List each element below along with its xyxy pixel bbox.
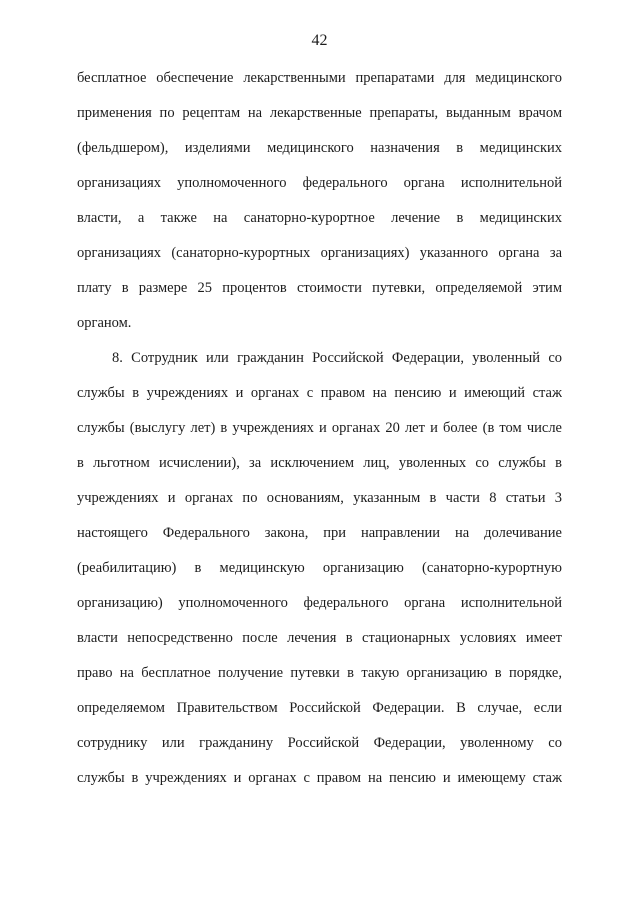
- text-line: определяемом Правительством Российской Федерации. В случае, если: [77, 700, 562, 716]
- text-line: настоящего Федерального закона, при направлении на долечивание: [77, 525, 562, 541]
- paragraph: [77, 341, 562, 796]
- text-line: власти непосредственно после лечения в стационарных условиях имеет: [77, 630, 562, 646]
- text-line: органом.: [77, 315, 132, 331]
- text-line: организациях уполномоченного федерального органа исполнительной: [77, 175, 562, 191]
- text-line: бесплатное обеспечение лекарственными препаратами для медицинского: [77, 70, 562, 86]
- text-line: в льготном исчислении), за исключением лиц, уволенных со службы в: [77, 455, 562, 471]
- text-line: 8. Сотрудник или гражданин Российской Федерации, уволенный со: [112, 350, 562, 366]
- text-line: власти, а также на санаторно-курортное лечение в медицинских: [77, 210, 562, 226]
- text-line: службы в учреждениях и органах с правом на пенсию и имеющему стаж: [77, 770, 562, 786]
- text-line: плату в размере 25 процентов стоимости путевки, определяемой этим: [77, 280, 562, 296]
- text-line: (реабилитацию) в медицинскую организацию (санаторно-курортную: [77, 560, 562, 576]
- text-line: сотруднику или гражданину Российской Федерации, уволенному со: [77, 735, 562, 751]
- text-line: службы в учреждениях и органах с правом на пенсию и имеющий стаж: [77, 385, 562, 401]
- text-line: организацию) уполномоченного федерального органа исполнительной: [77, 595, 562, 611]
- text-line: право на бесплатное получение путевки в такую организацию в порядке,: [77, 665, 562, 681]
- text-line: применения по рецептам на лекарственные препараты, выданным врачом: [77, 105, 562, 121]
- text-line: организациях (санаторно-курортных организациях) указанного органа за: [77, 245, 562, 261]
- text-line: службы (выслугу лет) в учреждениях и органах 20 лет и более (в том числе: [77, 420, 562, 436]
- text-line: учреждениях и органах по основаниям, указанным в части 8 статьи 3: [77, 490, 562, 506]
- page-number: 42: [311, 32, 328, 49]
- document-text: [77, 61, 562, 796]
- paragraph: [77, 61, 562, 341]
- text-line: (фельдшером), изделиями медицинского назначения в медицинских: [77, 140, 562, 156]
